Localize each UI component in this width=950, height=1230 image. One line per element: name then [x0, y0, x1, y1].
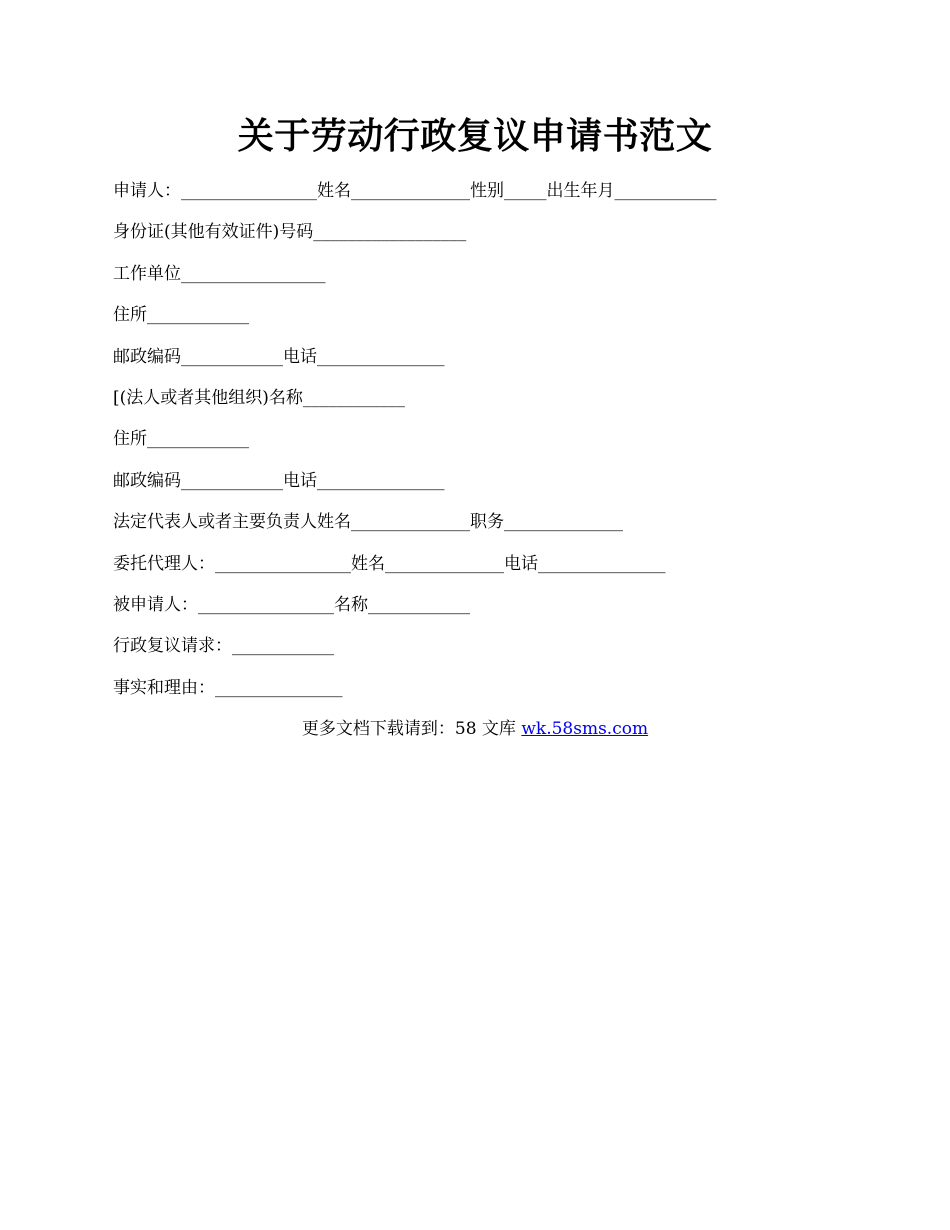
form-body [113, 178, 873, 716]
applicant-line: 申请人：________________姓名______________性别_____出生年月____________ [113, 181, 717, 201]
residence-line: 住所____________ [113, 305, 249, 326]
footer-note [0, 716, 950, 742]
footer-text: 更多文档下载请到：58 文库 [301, 719, 522, 739]
footer-link[interactable]: wk.58sms.com [521, 719, 649, 739]
respondent-line: 被申请人：________________名称____________ [113, 594, 470, 615]
organization-residence-line: 住所____________ [113, 429, 249, 450]
page-title: 关于劳动行政复议申请书范文 [237, 115, 713, 157]
organization-name-line: [(法人或者其他组织)名称____________ [113, 387, 405, 408]
legal-representative-line: 法定代表人或者主要负责人姓名______________职务______________ [113, 512, 623, 533]
postcode-phone-line: 邮政编码____________电话_______________ [113, 346, 445, 367]
review-request-line: 行政复议请求：____________ [113, 636, 334, 657]
organization-postcode-phone-line: 邮政编码____________电话_______________ [113, 470, 445, 491]
work-unit-line: 工作单位_________________ [113, 263, 326, 284]
id-number-line: 身份证(其他有效证件)号码__________________ [113, 222, 467, 243]
facts-reasons-line: 事实和理由：_______________ [113, 677, 343, 698]
agent-line: 委托代理人：________________姓名______________电话_______________ [113, 553, 666, 574]
